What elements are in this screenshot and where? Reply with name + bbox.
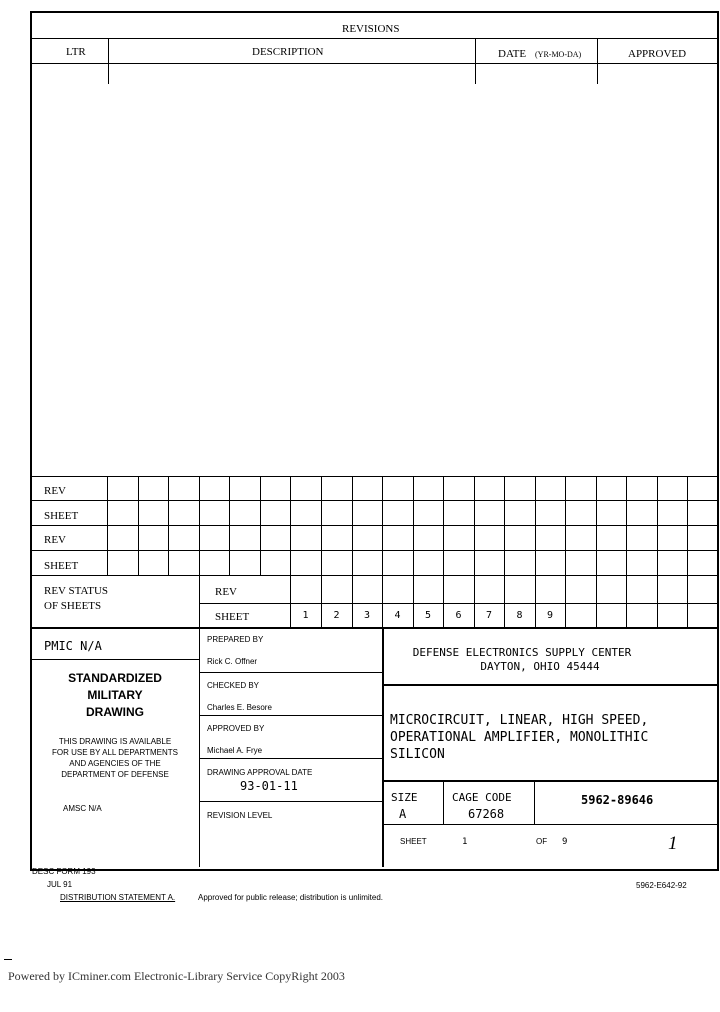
powered-by: Powered by ICminer.com Electronic-Library Service CopyRight 2003 — [8, 969, 345, 983]
sheet-number: 8 — [516, 610, 523, 621]
col-description: DESCRIPTION — [252, 46, 324, 58]
availability-line: FOR USE BY ALL DEPARTMENTS — [52, 748, 178, 757]
agency-name: DEFENSE ELECTRONICS SUPPLY CENTER — [412, 646, 632, 659]
grid-row-label: REV — [44, 534, 66, 546]
checked-name: Charles E. Besore — [207, 703, 272, 712]
distribution-label: DISTRIBUTION STATEMENT A. — [60, 893, 176, 902]
approved-name: Michael A. Frye — [207, 746, 263, 755]
prepared-name: Rick C. Offner — [207, 657, 258, 666]
col-ltr: LTR — [66, 46, 86, 58]
sheet-number: 2 — [333, 610, 340, 621]
sheet-number: 7 — [485, 610, 493, 621]
status-rev-label: REV — [215, 586, 237, 598]
part-title-line: SILICON — [390, 747, 445, 762]
sheet-label: SHEET — [400, 837, 427, 846]
status-sheet-label: SHEET — [215, 611, 250, 623]
divider — [4, 959, 12, 960]
pmic-label: PMIC N/A — [44, 639, 102, 653]
military-title: MILITARY — [87, 688, 143, 702]
drawing-title: DRAWING — [86, 705, 144, 719]
sheet-number: 1 — [302, 610, 309, 621]
approved-label: APPROVED BY — [207, 724, 265, 733]
size-label: SIZE — [391, 791, 418, 804]
cage-code-label: CAGE CODE — [452, 791, 512, 804]
part-title-line: MICROCIRCUIT, LINEAR, HIGH SPEED, — [390, 713, 649, 728]
prepared-label: PREPARED BY — [207, 635, 264, 644]
revision-level-label: REVISION LEVEL — [207, 811, 273, 820]
form-date: JUL 91 — [47, 880, 73, 889]
handwritten-mark: 1 — [668, 833, 678, 854]
sheet-number: 3 — [363, 610, 371, 621]
col-date-format: (YR-MO-DA) — [535, 50, 582, 59]
form-number: DESC FORM 193 — [32, 867, 96, 876]
col-date: DATE — [498, 48, 527, 60]
col-approved: APPROVED — [628, 48, 687, 60]
of-label: OF — [536, 837, 548, 846]
sheet-number: 6 — [455, 610, 462, 621]
revisions-title: REVISIONS — [342, 23, 400, 35]
approval-date-value: 93-01-11 — [240, 779, 298, 793]
of-value: 9 — [562, 837, 568, 847]
drawing-number: 5962-89646 — [581, 793, 654, 807]
sheet-number: 4 — [394, 610, 401, 621]
size-value: A — [399, 807, 407, 821]
distribution-text: Approved for public release; distribution is unlimited. — [198, 893, 383, 902]
agency-address: DAYTON, OHIO 45444 — [480, 660, 600, 673]
approval-date-label: DRAWING APPROVAL DATE — [207, 768, 313, 777]
rev-status-label: REV STATUS — [44, 585, 109, 597]
availability-line: THIS DRAWING IS AVAILABLE — [58, 737, 172, 746]
cage-code-value: 67268 — [468, 807, 505, 821]
standardized-title: STANDARDIZED — [68, 671, 162, 685]
sheet-value: 1 — [462, 837, 468, 847]
grid-row-label: SHEET — [44, 560, 79, 572]
doc-code: 5962-E642-92 — [636, 881, 687, 890]
sheet-number: 5 — [424, 610, 432, 621]
amsc-label: AMSC N/A — [63, 804, 102, 813]
checked-label: CHECKED BY — [207, 681, 260, 690]
grid-row-label: REV — [44, 485, 66, 497]
of-sheets-label: OF SHEETS — [44, 600, 102, 612]
availability-line: AND AGENCIES OF THE — [69, 759, 161, 768]
part-title-line: OPERATIONAL AMPLIFIER, MONOLITHIC — [390, 730, 649, 745]
sheet-number: 9 — [546, 610, 554, 621]
grid-row-label: SHEET — [44, 510, 79, 522]
availability-line: DEPARTMENT OF DEFENSE — [61, 770, 169, 779]
